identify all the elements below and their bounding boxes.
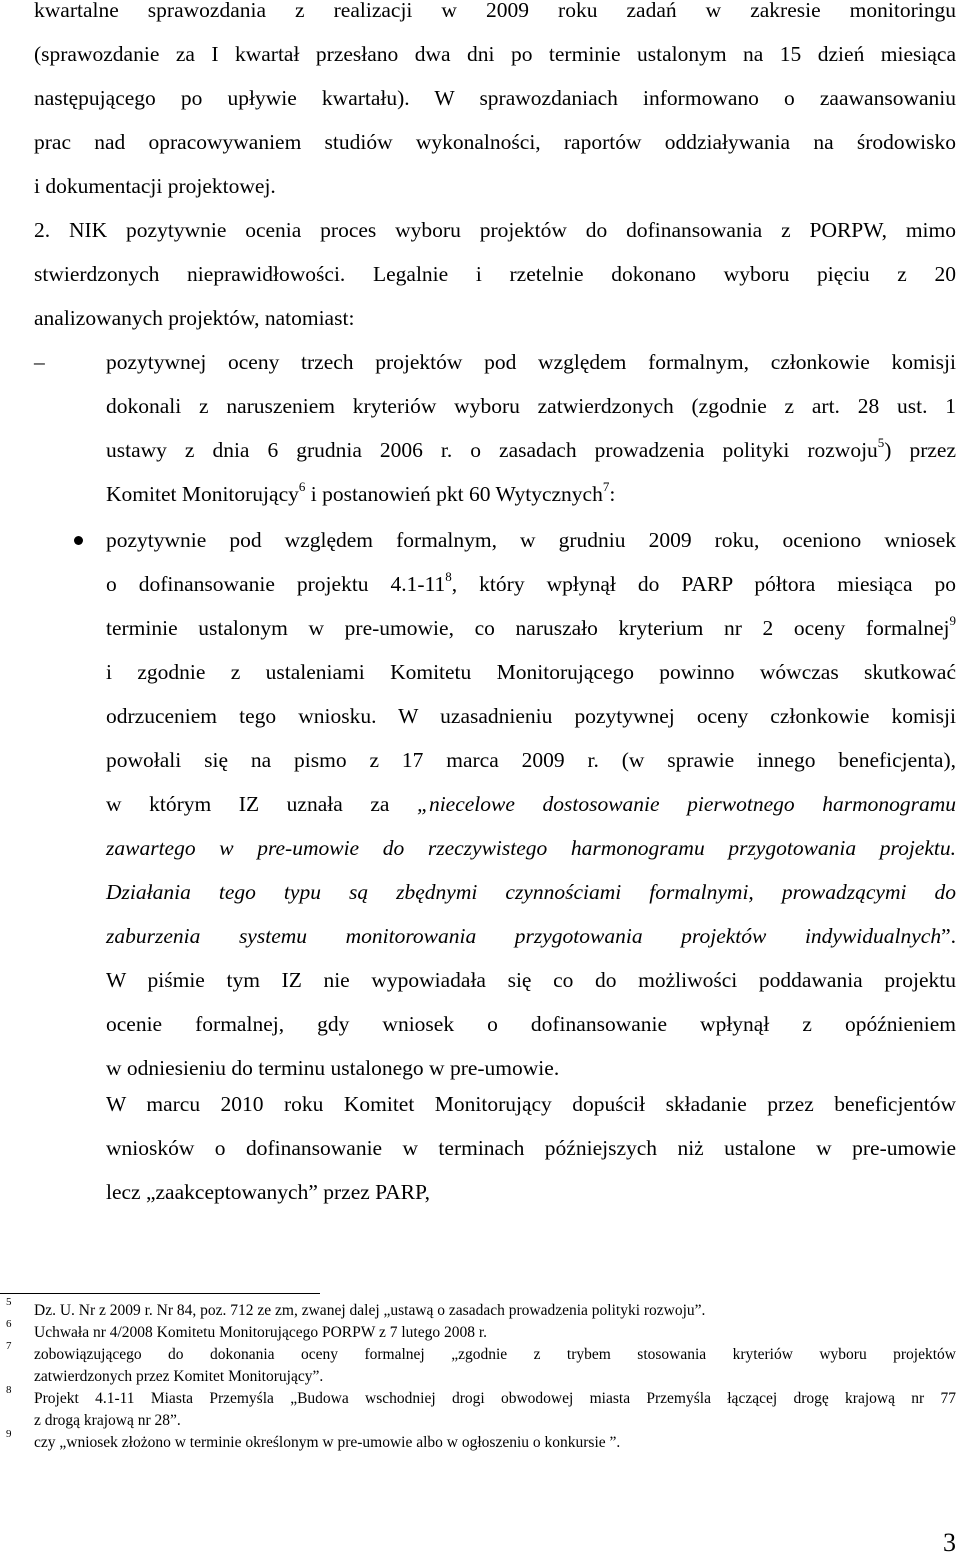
footnote xyxy=(6,1296,956,1322)
footnote-text: Uchwała nr 4/2008 Komitetu Monitorującego PORPW z 7 lutego 2008 r. xyxy=(34,1324,488,1341)
text-line: i dokumentacji projektowej. xyxy=(34,174,276,198)
text-line xyxy=(106,472,956,516)
footnote xyxy=(6,1318,956,1344)
text-line: powołali się na pismo z 17 marca 2009 r. (w sprawie innego beneficjenta), xyxy=(106,748,956,772)
footnote-number: 7 xyxy=(6,1340,12,1352)
footnote-text: Projekt 4.1-11 Miasta Przemyśla „Budowa wschodniej drogi obwodowej miasta Przemyśla łączącej drogę krajową nr 77 xyxy=(34,1390,956,1407)
footnote-ref[interactable]: 6 xyxy=(298,479,306,494)
text-line: pozytywnej oceny trzech projektów pod względem formalnym, członkowie komisji xyxy=(106,350,956,374)
footnote-separator xyxy=(0,1293,320,1294)
text-line: odrzuceniem tego wniosku. W uzasadnieniu pozytywnej oceny członkowie komisji xyxy=(106,704,956,728)
quoted-italic-text: „niecelowe dostosowanie pierwotnego harmonogramu xyxy=(417,792,956,816)
dash-item-text xyxy=(106,340,956,516)
text-run: w którym IZ uznała za xyxy=(106,792,417,816)
paragraph-1 xyxy=(34,0,956,208)
text-run: i postanowień pkt 60 Wytycznych xyxy=(305,482,603,506)
bullet-dot-icon xyxy=(74,536,83,545)
text-line: ocenie formalnej, gdy wniosek o dofinansowanie wpłynął z opóźnieniem xyxy=(106,1012,956,1036)
text-line: stwierdzonych nieprawidłowości. Legalnie i rzetelnie dokonano wyboru pięciu z 20 xyxy=(34,262,956,286)
footnote-number: 6 xyxy=(6,1318,12,1330)
text-run: terminie ustalonym w pre-umowie, co naruszało kryterium nr 2 oceny formalnej xyxy=(106,616,950,640)
text-line: prac nad opracowywaniem studiów wykonalności, raportów oddziaływania na środowisko xyxy=(34,130,956,154)
text-line: w odniesieniu do terminu ustalonego w pre-umowie. xyxy=(106,1056,560,1080)
dash-bullet-icon: – xyxy=(34,350,45,374)
footnote-number: 8 xyxy=(6,1384,12,1396)
text-line xyxy=(106,562,956,606)
text-line: analizowanych projektów, natomiast: xyxy=(34,306,355,330)
footnote-text: Dz. U. Nr z 2009 r. Nr 84, poz. 712 ze zm, zwanej dalej „ustawą o zasadach prowadzenia polityki rozwoju”. xyxy=(34,1302,706,1319)
quoted-italic-text: zawartego w pre-umowie do rzeczywistego harmonogramu przygotowania projektu. xyxy=(106,836,956,860)
quoted-italic-text: Działania tego typu są zbędnymi czynnościami formalnymi, prowadzącymi do xyxy=(106,880,956,904)
footnote xyxy=(6,1340,956,1388)
text-line xyxy=(106,914,956,958)
text-line: W piśmie tym IZ nie wypowiadała się co do możliwości poddawania projektu xyxy=(106,968,956,992)
footnote-ref[interactable]: 7 xyxy=(602,479,610,494)
footnote-text: czy „wniosek złożono w terminie określonym w pre-umowie albo w ogłoszeniu o konkursie ”. xyxy=(34,1434,621,1451)
footnote-text: z drogą krajową nr 28”. xyxy=(34,1412,181,1429)
paragraph-2 xyxy=(34,208,956,340)
text-run: ) przez xyxy=(884,438,956,462)
footnote-text: zobowiązującego do dokonania oceny formalnej „zgodnie z trybem stosowania kryteriów wyboru projektów xyxy=(34,1346,956,1363)
text-run: o dofinansowanie projektu 4.1-11 xyxy=(106,572,446,596)
text-run: , który wpłynął do PARP półtora miesiąca po xyxy=(451,572,956,596)
text-line: wniosków o dofinansowanie w terminach późniejszych niż ustalone w pre-umowie xyxy=(106,1136,956,1160)
text-line xyxy=(106,606,956,650)
footnote-number: 9 xyxy=(6,1428,12,1440)
text-line xyxy=(106,428,956,472)
text-run: Komitet Monitorujący xyxy=(106,482,299,506)
text-line: 2. NIK pozytywnie ocenia proces wyboru projektów do dofinansowania z PORPW, mimo xyxy=(34,218,956,242)
paragraph-last xyxy=(106,1082,956,1214)
text-line: lecz „zaakceptowanych” przez PARP, xyxy=(106,1180,430,1204)
text-line: dokonali z naruszeniem kryteriów wyboru zatwierdzonych (zgodnie z art. 28 ust. 1 xyxy=(106,394,956,418)
text-line: (sprawozdanie za I kwartał przesłano dwa dni po terminie ustalonym na 15 dzień miesiąca xyxy=(34,42,956,66)
footnote xyxy=(6,1428,956,1454)
text-line xyxy=(106,782,956,826)
text-line: następującego po upływie kwartału). W sprawozdaniach informowano o zaawansowaniu xyxy=(34,86,956,110)
footnote-ref[interactable]: 9 xyxy=(949,613,956,628)
footnote xyxy=(6,1384,956,1432)
text-run: ”. xyxy=(941,924,956,948)
footnote-number: 5 xyxy=(6,1296,12,1308)
text-line: W marcu 2010 roku Komitet Monitorujący dopuścił składanie przez beneficjentów xyxy=(106,1092,956,1116)
footnote-text: zatwierdzonych przez Komitet Monitorujący”. xyxy=(34,1368,324,1385)
quoted-italic-text: zaburzenia systemu monitorowania przygotowania projektów indywidualnych xyxy=(106,924,942,948)
footnotes xyxy=(6,1296,956,1454)
bullet-item-text xyxy=(106,518,956,1090)
text-run: : xyxy=(609,482,616,506)
text-line: i zgodnie z ustaleniami Komitetu Monitorującego powinno wówczas skutkować xyxy=(106,660,956,684)
footnote-ref[interactable]: 8 xyxy=(445,569,452,584)
text-run: ustawy z dnia 6 grudnia 2006 r. o zasadach prowadzenia polityki rozwoju xyxy=(106,438,878,462)
page-number: 3 xyxy=(943,1528,956,1557)
footnote-ref[interactable]: 5 xyxy=(877,435,885,450)
text-line: pozytywnie pod względem formalnym, w grudniu 2009 roku, oceniono wniosek xyxy=(106,528,956,552)
text-line: kwartalne sprawozdania z realizacji w 2009 roku zadań w zakresie monitoringu xyxy=(34,0,956,22)
